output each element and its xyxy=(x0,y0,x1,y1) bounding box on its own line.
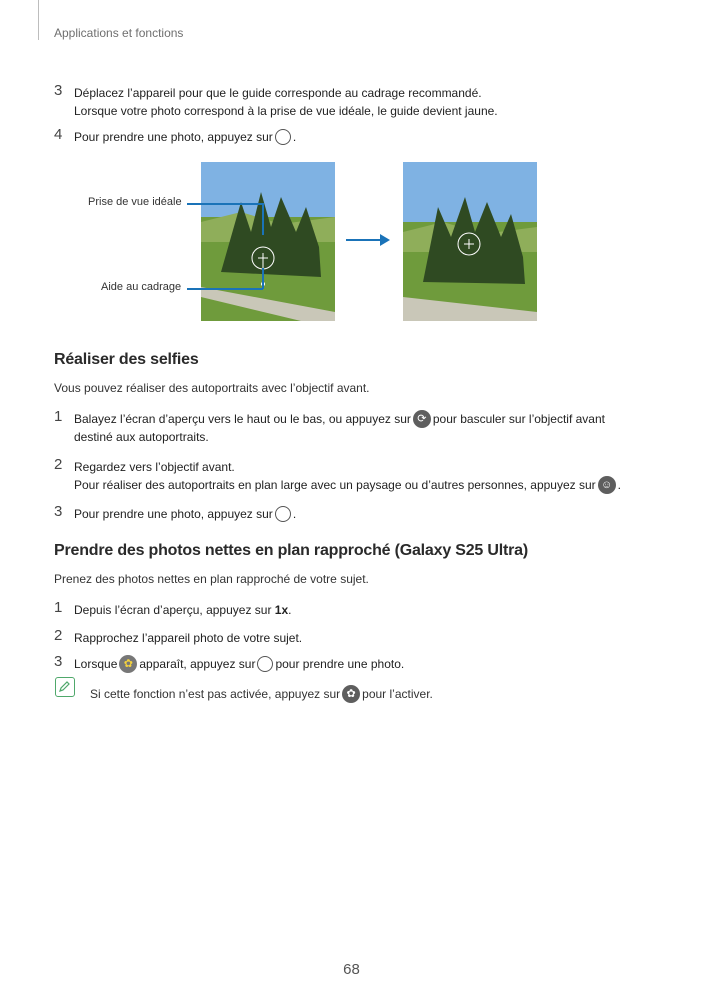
page-number: 68 xyxy=(343,961,360,978)
step-number: 3 xyxy=(54,653,63,670)
callout-line-guide xyxy=(187,288,263,290)
step-text-before: Pour réaliser des autoportraits en plan large avec un paysage ou d’autres personnes, appuyez sur xyxy=(74,478,596,492)
note-text-after: pour l’activer. xyxy=(362,687,433,702)
step-text-before: Pour prendre une photo, appuyez sur xyxy=(74,130,273,144)
step-number: 4 xyxy=(54,126,63,143)
step-text-after: . xyxy=(617,478,621,492)
step-text xyxy=(74,655,404,674)
step-text-before: Pour prendre une photo, appuyez sur xyxy=(74,507,273,521)
step-text-before: Lorsque xyxy=(74,657,118,671)
preview-photo-after xyxy=(403,162,537,321)
closeup-intro: Prenez des photos nettes en plan rapproché de votre sujet. xyxy=(54,572,369,586)
note-pencil-icon xyxy=(55,677,75,697)
label-ideal-shot: Prise de vue idéale xyxy=(88,196,182,208)
selfie-intro: Vous pouvez réaliser des autoportraits avec l’objectif avant. xyxy=(54,381,370,395)
wide-selfie-icon: ☺ xyxy=(598,476,616,494)
zoom-1x-label: 1x xyxy=(274,603,289,617)
section-title-selfie: Réaliser des selfies xyxy=(54,351,199,368)
step-text-after: . xyxy=(292,130,297,144)
callout-line-guide-vertical xyxy=(262,268,264,289)
switch-camera-icon: ⟳ xyxy=(413,410,431,428)
preview-photo-before xyxy=(201,162,335,321)
step-text-after: pour prendre une photo. xyxy=(275,657,405,671)
step-text xyxy=(74,128,296,146)
page-header: Applications et fonctions xyxy=(54,26,184,40)
step-text-line2: destiné aux autoportraits. xyxy=(74,430,209,444)
step-text: Déplacez l’appareil pour que le guide corresponde au cadrage recommandé. xyxy=(74,86,482,100)
shutter-icon xyxy=(257,656,273,672)
macro-flower-icon: ✿ xyxy=(119,655,137,673)
step-number: 1 xyxy=(54,599,63,616)
callout-line-ideal xyxy=(187,203,263,205)
arrow-right-icon xyxy=(346,232,392,248)
step-text-line2: Lorsque votre photo correspond à la prise de vue idéale, le guide devient jaune. xyxy=(74,104,498,118)
step-number: 2 xyxy=(54,627,63,644)
shutter-icon xyxy=(275,506,291,522)
step-text-line2 xyxy=(74,476,621,495)
side-rule xyxy=(38,0,39,40)
shutter-icon xyxy=(275,129,291,145)
label-framing-guide: Aide au cadrage xyxy=(101,281,182,293)
step-text-after: . xyxy=(292,507,297,521)
step-text: Rapprochez l’appareil photo de votre sujet. xyxy=(74,631,303,645)
step-text-after: pour basculer sur l’objectif avant xyxy=(432,412,605,426)
step-text xyxy=(74,505,296,523)
step-text xyxy=(74,601,292,619)
step-text-before: Depuis l’écran d’aperçu, appuyez sur xyxy=(74,603,272,617)
step-number: 3 xyxy=(54,82,63,99)
step-number: 3 xyxy=(54,503,63,520)
step-text xyxy=(74,410,605,429)
callout-line-ideal-vertical xyxy=(262,203,264,235)
step-text: Regardez vers l’objectif avant. xyxy=(74,460,235,474)
step-text-before: Balayez l’écran d’aperçu vers le haut ou le bas, ou appuyez sur xyxy=(74,412,411,426)
note-text xyxy=(90,686,433,704)
macro-toggle-icon: ✿ xyxy=(342,685,360,703)
step-number: 2 xyxy=(54,456,63,473)
step-text-after: . xyxy=(288,603,292,617)
note-text-before: Si cette fonction n’est pas activée, appuyez sur xyxy=(90,687,341,702)
step-number: 1 xyxy=(54,408,63,425)
section-title-closeup: Prendre des photos nettes en plan rapproché (Galaxy S25 Ultra) xyxy=(54,542,528,559)
step-text-middle: apparaît, appuyez sur xyxy=(139,657,256,671)
